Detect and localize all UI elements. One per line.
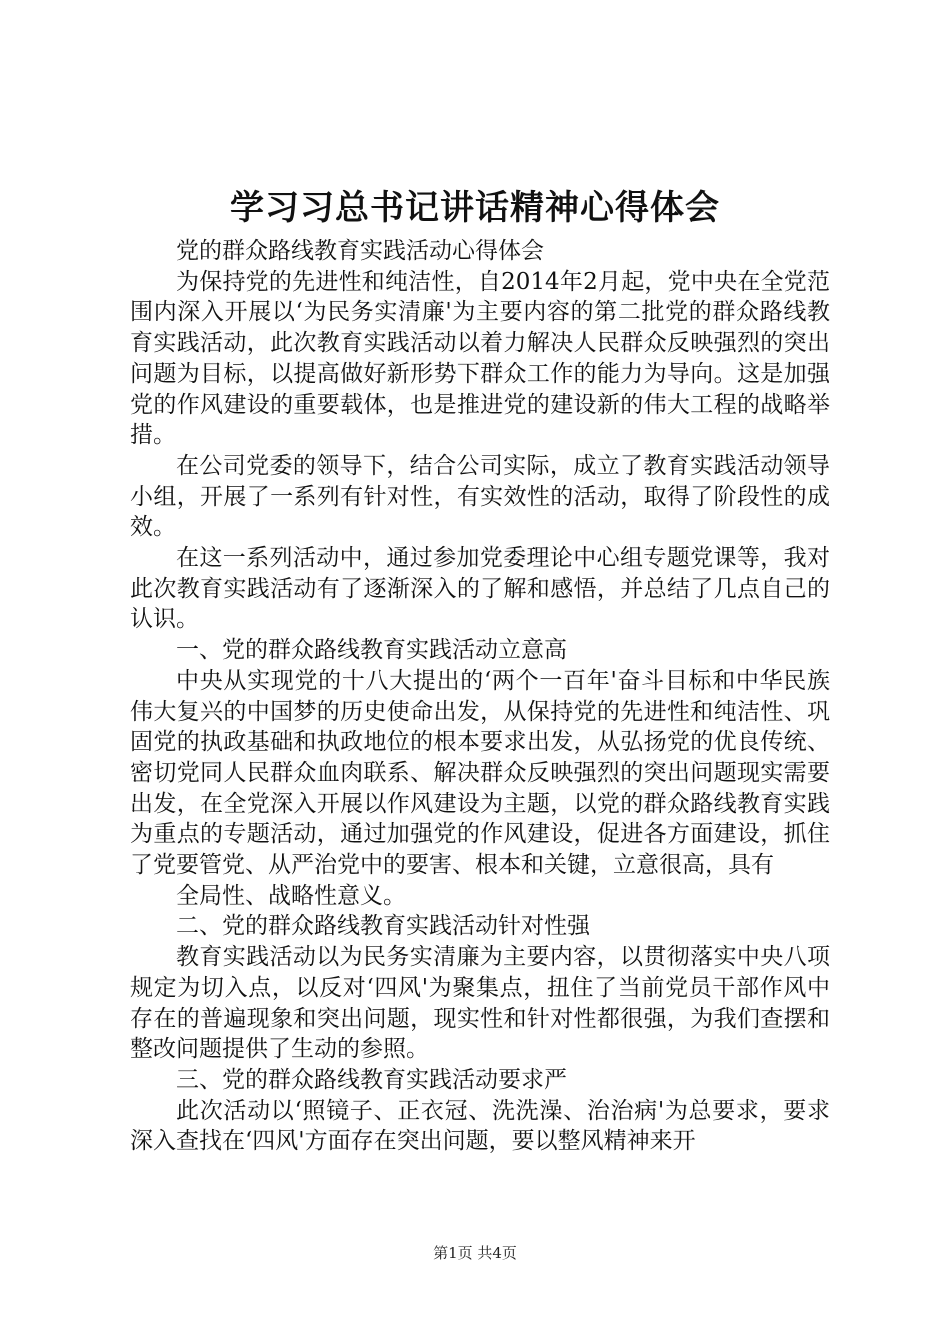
document-title: 学习习总书记讲话精神心得体会 xyxy=(230,188,720,228)
paragraph-section-3: 此次活动以‘照镜子、正衣冠、洗洗澡、治治病'为总要求，要求深入查找在‘四风'方面存在突出问题，要以整风精神来开 xyxy=(130,1097,830,1155)
document-body xyxy=(130,236,830,1157)
paragraph-company-leadership: 在公司党委的领导下，结合公司实际，成立了教育实践活动领导小组，开展了一系列有针对性，有实效性的活动，取得了阶段性的成效。 xyxy=(130,452,830,541)
section-heading-3: 三、党的群众路线教育实践活动要求严 xyxy=(176,1066,567,1093)
page-number-footer: 第1页 共4页 xyxy=(433,1244,517,1262)
section-heading-2: 二、党的群众路线教育实践活动针对性强 xyxy=(176,913,590,940)
paragraph-section-1: 中央从实现党的十八大提出的‘两个一百年'奋斗目标和中华民族伟大复兴的中国梦的历史使命出发，从保持党的先进性和纯洁性、巩固党的执政基础和执政地位的根本要求出发，从弘扬党的优良传统、密切党同人民群众血肉联系、解决群众反映强烈的突出问题现实需要出发，在全党深入开展以作风建设为主题，以党的群众路线教育实践为重点的专题活动，通过加强党的作风建设，促进各方面建设，抓住了党要管党、从严治党中的要害、根本和关键，立意很高，具有 xyxy=(130,667,830,879)
paragraph-understanding: 在这一系列活动中，通过参加党委理论中心组专题党课等，我对此次教育实践活动有了逐渐深入的了解和感悟，并总结了几点自己的认识。 xyxy=(130,545,830,633)
section-heading-1: 一、党的群众路线教育实践活动立意高 xyxy=(176,637,567,664)
paragraph-section-1-continued: 全局性、战略性意义。 xyxy=(176,882,406,909)
paragraph-intro: 为保持党的先进性和纯洁性，自2014年2月起，党中央在全党范围内深入开展以‘为民务实清廉'为主要内容的第二批党的群众路线教育实践活动，此次教育实践活动以着力解决人民群众反映强烈的突出问题为目标，以提高做好新形势下群众工作的能力为导向。这是加强党的作风建设的重要载体，也是推进党的建设新的伟大工程的战略举措。 xyxy=(130,268,830,449)
paragraph-subtitle: 党的群众路线教育实践活动心得体会 xyxy=(176,238,544,264)
paragraph-section-2: 教育实践活动以为民务实清廉为主要内容，以贯彻落实中央八项规定为切入点，以反对‘四风'为聚集点，扭住了当前党员干部作风中存在的普遍现象和突出问题，现实性和针对性都很强，为我们查摆和整改问题提供了生动的参照。 xyxy=(130,944,830,1063)
